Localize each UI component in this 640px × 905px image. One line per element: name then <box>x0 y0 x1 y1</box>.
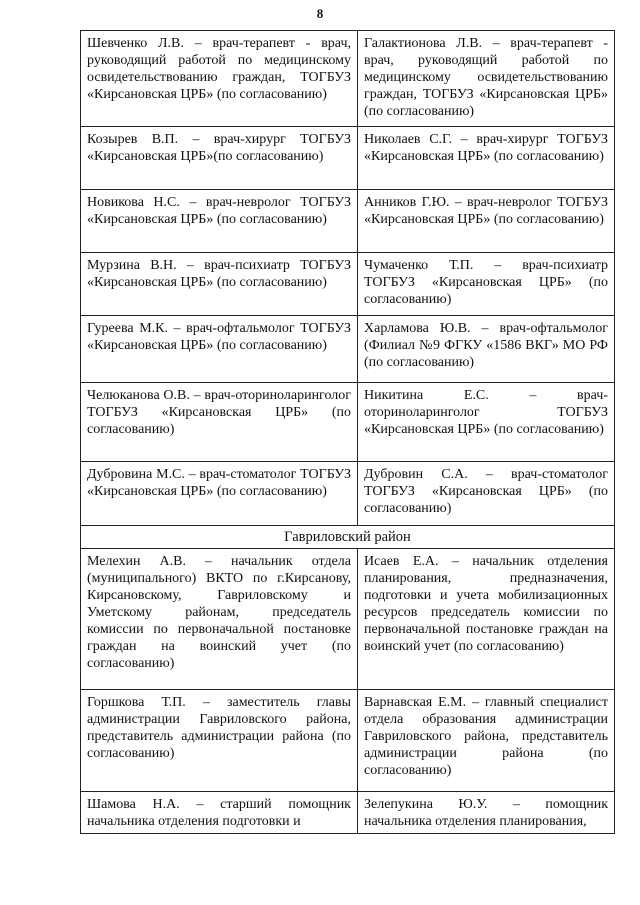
member-cell: Шамова Н.А. – старший помощник начальника отделения подготовки и <box>81 792 358 834</box>
member-cell: Челюканова О.В. – врач-оториноларинголог ТОГБУЗ «Кирсановская ЦРБ» (по согласованию) <box>81 383 358 462</box>
table-row <box>81 190 615 253</box>
substitute-cell: Николаев С.Г. – врач-хирург ТОГБУЗ «Кирсановская ЦРБ» (по согласованию) <box>358 127 615 190</box>
table-row <box>81 690 615 792</box>
table-row <box>81 462 615 526</box>
member-cell: Козырев В.П. – врач-хирург ТОГБУЗ «Кирсановская ЦРБ»(по согласованию) <box>81 127 358 190</box>
substitute-cell: Анников Г.Ю. – врач-невролог ТОГБУЗ «Кирсановская ЦРБ» (по согласованию) <box>358 190 615 253</box>
table-row <box>81 253 615 316</box>
member-cell: Шевченко Л.В. – врач-терапевт - врач, руководящий работой по медицинскому освидетельствованию граждан, ТОГБУЗ «Кирсановская ЦРБ» (по согласованию) <box>81 31 358 127</box>
section-title: Гавриловский район <box>81 526 615 549</box>
table-row <box>81 549 615 690</box>
member-cell: Новикова Н.С. – врач-невролог ТОГБУЗ «Кирсановская ЦРБ» (по согласованию) <box>81 190 358 253</box>
commission-roster-table <box>80 30 615 834</box>
member-cell: Гуреева М.К. – врач-офтальмолог ТОГБУЗ «Кирсановская ЦРБ» (по согласованию) <box>81 316 358 383</box>
substitute-cell: Варнавская Е.М. – главный специалист отдела образования администрации Гавриловского района, представитель администрации района (по согласованию) <box>358 690 615 792</box>
member-cell: Дубровина М.С. – врач-стоматолог ТОГБУЗ «Кирсановская ЦРБ» (по согласованию) <box>81 462 358 526</box>
substitute-cell: Зелепукина Ю.У. – помощник начальника отделения планирования, <box>358 792 615 834</box>
table-row <box>81 383 615 462</box>
table-row <box>81 127 615 190</box>
page-number: 8 <box>316 6 324 21</box>
member-cell: Мелехин А.В. – начальник отдела (муниципального) ВКТО по г.Кирсанову, Кирсановскому, Гавриловскому и Уметскому районам, председатель комиссии по первоначальной постановке граждан на воинский учет (по согласованию) <box>81 549 358 690</box>
substitute-cell: Чумаченко Т.П. – врач-психиатр ТОГБУЗ «Кирсановская ЦРБ» (по согласованию) <box>358 253 615 316</box>
section-row <box>81 526 615 549</box>
member-cell: Горшкова Т.П. – заместитель главы администрации Гавриловского района, представитель администрации района (по согласованию) <box>81 690 358 792</box>
substitute-cell: Галактионова Л.В. – врач-терапевт - врач, руководящий работой по медицинскому освидетельствованию граждан, ТОГБУЗ «Кирсановская ЦРБ» (по согласованию) <box>358 31 615 127</box>
table-row <box>81 31 615 127</box>
table-row <box>81 316 615 383</box>
substitute-cell: Дубровин С.А. – врач-стоматолог ТОГБУЗ «Кирсановская ЦРБ» (по согласованию) <box>358 462 615 526</box>
substitute-cell: Исаев Е.А. – начальник отделения планирования, предназначения, подготовки и учета мобилизационных ресурсов председатель комиссии по первоначальной постановке граждан на воинский учет (по согласованию) <box>358 549 615 690</box>
substitute-cell: Харламова Ю.В. – врач-офтальмолог (Филиал №9 ФГКУ «1586 ВКГ» МО РФ (по согласованию) <box>358 316 615 383</box>
substitute-cell: Никитина Е.С. – врач-оториноларинголог ТОГБУЗ «Кирсановская ЦРБ» (по согласованию) <box>358 383 615 462</box>
table-row <box>81 792 615 834</box>
member-cell: Мурзина В.Н. – врач-психиатр ТОГБУЗ «Кирсановская ЦРБ» (по согласованию) <box>81 253 358 316</box>
